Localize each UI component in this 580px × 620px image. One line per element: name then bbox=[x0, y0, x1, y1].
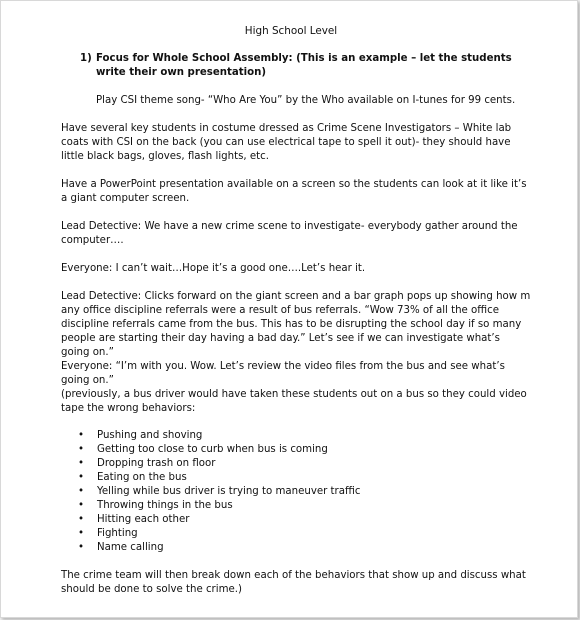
list-item: • Name calling bbox=[78, 542, 164, 553]
list-item: • Hitting each other bbox=[78, 514, 190, 525]
list-item: • Yelling while bus driver is trying to maneuver traffic bbox=[78, 486, 361, 497]
list-item: • Throwing things in the bus bbox=[78, 500, 233, 511]
play-song-instruction: Play CSI theme song- “Who Are You” by the Who available on I-tunes for 99 cents. bbox=[96, 95, 516, 106]
paragraph-costumes: Have several key students in costume dressed as Crime Scene Investigators – White lab coats with CSI on the back (you can use electrical tape to spell it out)- they should have little black bags, gloves, flash lights, etc. bbox=[61, 123, 512, 162]
list-item: • Pushing and shoving bbox=[78, 430, 203, 441]
list-item: • Getting too close to curb when bus is coming bbox=[78, 444, 328, 455]
paragraph-everyone-wait: Everyone: I can’t wait…Hope it’s a good one….Let’s hear it. bbox=[61, 263, 366, 274]
paragraph-previously: (previously, a bus driver would have taken these students out on a bus so they could video tape the wrong behaviors: bbox=[61, 389, 527, 414]
item-number: 1) bbox=[80, 53, 92, 64]
paragraph-lead-detective-graph: Lead Detective: Clicks forward on the giant screen and a bar graph pops up showing how m any office discipline referrals were a result of bus referrals. “Wow 73% of all the office discipline referrals came from the bus. This has to be disrupting the school day if so many people are starting their day having a bad day.” Let’s see if we can investigate what’s going on.” bbox=[61, 291, 531, 358]
page-title: High School Level bbox=[244, 25, 338, 37]
list-item: • Eating on the bus bbox=[78, 472, 187, 483]
paragraph-lead-detective-intro: Lead Detective: We have a new crime scene to investigate- everybody gather around the computer…. bbox=[61, 221, 518, 246]
list-item: • Fighting bbox=[78, 528, 138, 539]
list-item: • Dropping trash on floor bbox=[78, 458, 216, 469]
behavior-list bbox=[61, 429, 360, 555]
paragraph-powerpoint: Have a PowerPoint presentation available on a screen so the students can look at it like it’s a giant computer screen. bbox=[61, 179, 527, 204]
paragraph-everyone-video: Everyone: “I’m with you. Wow. Let’s review the video files from the bus and see what’s going on.” bbox=[61, 361, 505, 386]
paragraph-closing: The crime team will then break down each of the behaviors that show up and discuss what should be done to solve the crime.) bbox=[61, 570, 526, 595]
item-heading: Focus for Whole School Assembly: (This is an example – let the students write their own presentation) bbox=[96, 53, 512, 78]
